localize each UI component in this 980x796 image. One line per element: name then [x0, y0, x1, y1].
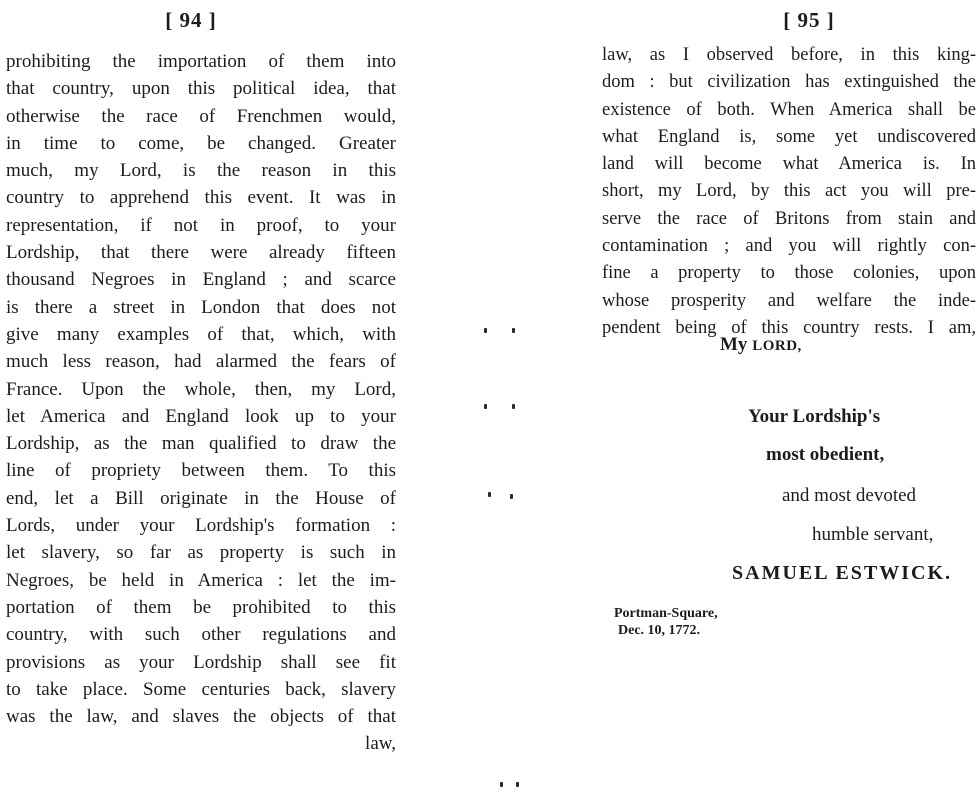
text-line: what England is, some yet undiscovered [602, 126, 976, 147]
text-line: Lordship, that there were already fifteen [6, 242, 396, 264]
gutter-mark [510, 494, 513, 499]
text-line: land will become what America is. In [602, 154, 976, 175]
text-line: in time to come, be changed. Greater [6, 132, 396, 154]
salutation-my: My [720, 334, 753, 355]
text-line: provisions as your Lordship shall see fit [6, 651, 396, 673]
text-line: whose prosperity and welfare the inde- [602, 290, 976, 311]
text-line: France. Upon the whole, then, my Lord, [6, 378, 396, 400]
text-line: to take place. Some centuries back, slavery [6, 678, 396, 700]
closing-line: most obedient, [766, 444, 885, 465]
text-line: line of propriety between them. To this [6, 460, 396, 482]
text-line: otherwise the race of Frenchmen would, [6, 105, 396, 127]
text-line: pendent being of this country rests. I am, [602, 317, 976, 338]
closing-line: humble servant, [812, 524, 934, 545]
text-line: was the law, and slaves the objects of that [6, 706, 396, 728]
text-line: dom : but civilization has extinguished the [602, 72, 976, 93]
text-line: let America and England look up to your [6, 405, 396, 427]
text-line: country, with such other regulations and [6, 624, 396, 646]
text-line: much, my Lord, is the reason in this [6, 160, 396, 182]
closing-line: Your Lordship's [748, 406, 881, 427]
text-line: Negroes, be held in America : let the im- [6, 569, 396, 591]
gutter-mark [488, 492, 491, 497]
text-line: let slavery, so far as property is such in [6, 542, 396, 564]
text-line: Lordship, as the man qualified to draw the [6, 433, 396, 455]
text-line: fine a property to those colonies, upon [602, 263, 976, 284]
signature: SAMUEL ESTWICK. [732, 562, 953, 584]
text-line: short, my Lord, by this act you will pre- [602, 181, 976, 202]
text-line: country to apprehend this event. It was in [6, 187, 396, 209]
text-line: contamination ; and you will rightly con- [602, 236, 976, 257]
left-page-text [6, 48, 396, 758]
closing-line: and most devoted [782, 485, 917, 506]
salutation [720, 334, 980, 356]
gutter-mark [500, 782, 503, 787]
date-line: Dec. 10, 1772. [618, 623, 701, 638]
gutter-mark [484, 404, 487, 409]
text-line: prohibiting the importation of them into [6, 51, 396, 72]
text-line: that country, upon this political idea, that [6, 78, 396, 100]
text-line: existence of both. When America shall be [602, 99, 976, 120]
text-line: give many examples of that, which, with [6, 323, 396, 345]
text-line: Lords, under your Lordship's formation : [6, 515, 396, 537]
text-line: is there a street in London that does not [6, 296, 396, 318]
text-line: thousand Negroes in England ; and scarce [6, 269, 396, 291]
page-number-left: [ 94 ] [165, 8, 217, 32]
text-line: portation of them be prohibited to this [6, 596, 396, 618]
salutation-lord: LORD, [752, 338, 802, 354]
gutter-mark [484, 328, 487, 333]
gutter-mark [512, 404, 515, 409]
text-line: law, as I observed before, in this king- [602, 45, 976, 65]
gutter-mark [512, 328, 515, 333]
text-line: end, let a Bill originate in the House of [6, 487, 396, 509]
catchword: law, [365, 733, 396, 755]
page-number-right: [ 95 ] [783, 8, 835, 32]
text-line: serve the race of Britons from stain and [602, 208, 976, 229]
right-page-text [602, 42, 976, 342]
text-line: much less reason, had alarmed the fears of [6, 351, 396, 373]
gutter-mark [516, 782, 519, 787]
text-line: representation, if not in proof, to your [6, 214, 396, 236]
place-line: Portman-Square, [614, 606, 718, 621]
